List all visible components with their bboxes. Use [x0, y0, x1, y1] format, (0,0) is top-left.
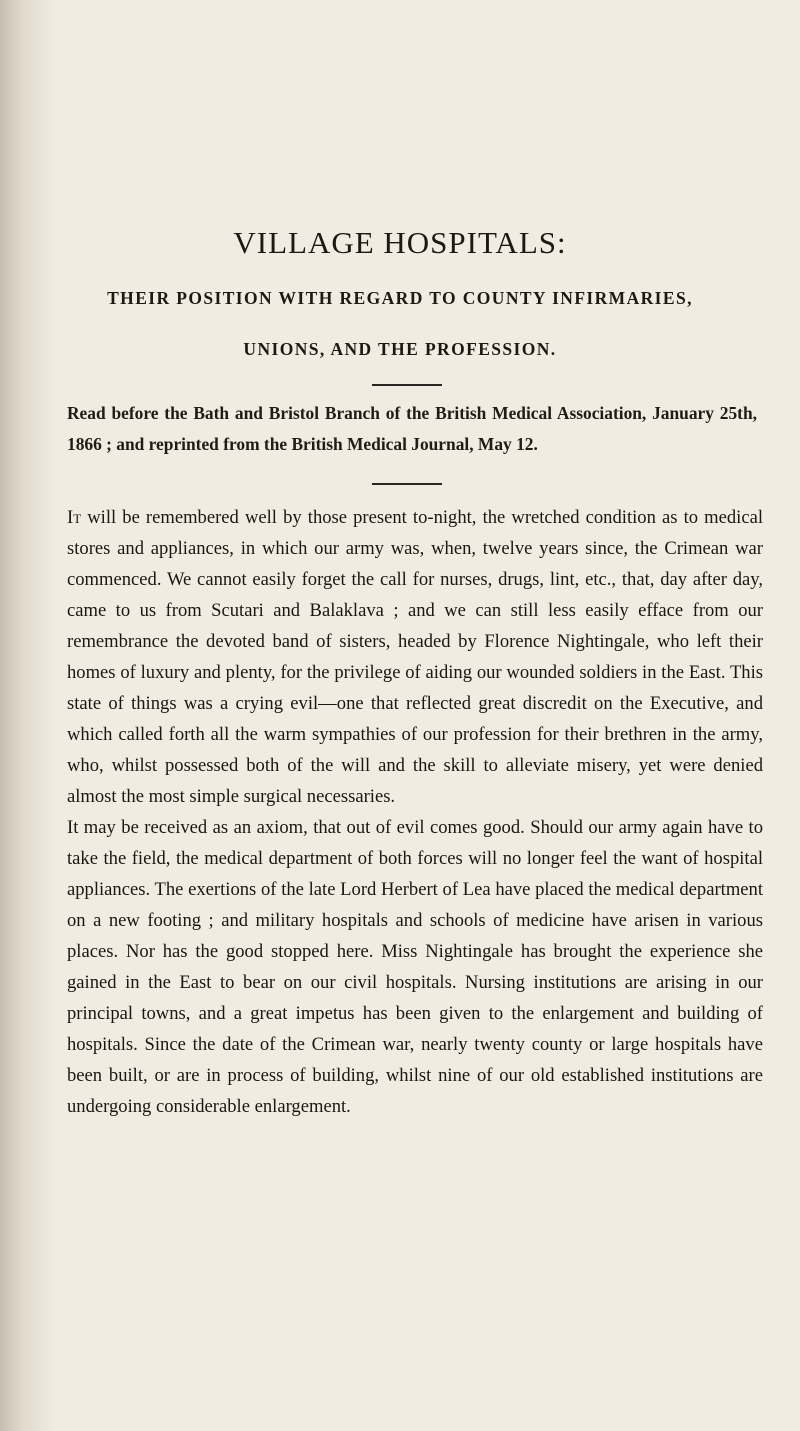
body-text: [67, 502, 763, 1122]
divider-rule-bottom: [372, 483, 442, 485]
document-title: VILLAGE HOSPITALS:: [233, 225, 567, 260]
paragraph-1-text: will be remembered well by those present to-night, the wretched condition as to medical stores and appliances, in which our army was, when, twelve years since, the Crimean war commenced. We cannot easily forget the call for nurses, drugs, lint, etc., that, day after day, came to us from Scutari and Balaklava ; and we can still less easily efface from our remembrance the devoted band of sisters, headed by Florence Nightingale, who left their homes of luxury and plenty, for the privilege of aiding our wounded soldiers in the East. This state of things was a crying evil—one that reflected great discredit on the Executive, and which called forth all the warm sympathies of our profession for their brethren in the army, who, whilst possessed both of the will and the skill to alleviate misery, yet were denied almost the most simple surgical necessaries.: [67, 507, 763, 807]
divider-rule-top: [372, 384, 442, 386]
publication-note: Read before the Bath and Bristol Branch of the British Medical Association, January 25th, 1866 ; and reprinted from the British Medical Journal, May 12.: [67, 403, 757, 454]
paragraph-1-lead: It: [67, 507, 82, 528]
subtitle-line-2: UNIONS, AND THE PROFESSION.: [243, 339, 557, 359]
paragraph-2: It may be received as an axiom, that out of evil comes good. Should our army again have to take the field, the medical department of both forces will no longer feel the want of hospital appliances. The exertions of the late Lord Herbert of Lea have placed the medical department on a new footing ; and military hospitals and schools of medicine have arisen in various places. Nor has the good stopped here. Miss Nightingale has brought the experience she gained in the East to bear on our civil hospitals. Nursing institutions are arising in our principal towns, and a great impetus has been given to the enlargement and building of hospitals. Since the date of the Crimean war, nearly twenty county or large hospitals have been built, or are in process of building, whilst nine of our old established institutions are undergoing considerable enlargement.: [67, 817, 763, 1117]
subtitle-line-1: THEIR POSITION WITH REGARD TO COUNTY INFIRMARIES,: [107, 288, 693, 308]
paragraph-1: [67, 502, 763, 812]
